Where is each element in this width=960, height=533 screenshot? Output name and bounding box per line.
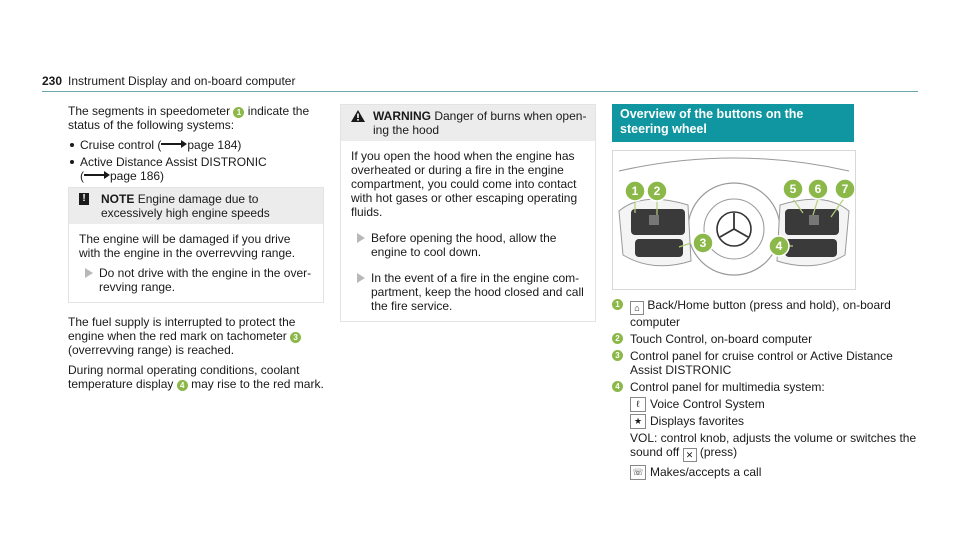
instruction-step: Before opening the hood, allow the engine to cool down. — [351, 231, 585, 259]
star-icon: ★ — [630, 414, 646, 429]
warning-box — [340, 104, 596, 322]
page-link[interactable]: page 184) — [187, 138, 242, 152]
warning-body: If you open the hood when the engine has overheated or during a fire in the engine compartment, you could come into contact with hot gases or other escaping operating fluids. Before opening the hood, allow the engine to cool down. In the event of a fire in the engine com- partment, keep the hood closed and call the fire service. — [351, 149, 584, 313]
legend-subitem-voice: ℓ Voice Control System — [630, 397, 918, 411]
instruction-step: In the event of a fire in the engine com- partment, keep the hood closed and call the fire service. — [351, 271, 585, 313]
instruction-step: Do not drive with the engine in the over- revving range. — [79, 266, 313, 294]
page-number: 230 — [42, 74, 63, 88]
column-middle — [340, 104, 596, 334]
mute-icon: ✕ — [683, 448, 697, 462]
phone-icon: ☏ — [630, 465, 646, 480]
warning-triangle-icon — [351, 110, 365, 122]
warning-heading: WARNING Danger of burns when open- ing the hood — [341, 105, 595, 141]
notice-box — [68, 187, 324, 303]
column-right — [612, 104, 918, 482]
list-item: Active Distance Assist DISTRONIC ( page 186) — [68, 155, 324, 183]
column-left — [68, 104, 324, 397]
legend-list — [612, 298, 918, 479]
exclamation-icon: ! — [79, 193, 89, 205]
legend-item-4: 4 Control panel for multimedia system: — [612, 380, 918, 394]
list-item: Cruise control ( page 184) — [68, 138, 324, 152]
legend-item-3: 3 Control panel for cruise control or Active Distance Assist DISTRONIC — [612, 349, 918, 377]
svg-text:5: 5 — [789, 182, 797, 196]
callout-4: 4 — [177, 380, 188, 391]
voice-icon: ℓ — [630, 397, 646, 412]
page-header — [42, 74, 295, 88]
intro-paragraph: The segments in speedometer 1 indicate the status of the following systems: — [68, 104, 310, 132]
svg-text:2: 2 — [653, 184, 661, 198]
header-rule — [42, 91, 918, 92]
legend-subitem-call: ☏ Makes/accepts a call — [630, 465, 918, 479]
legend-item-2: 2 Touch Control, on-board computer — [612, 332, 918, 346]
page-link[interactable]: page 186) — [110, 169, 165, 183]
legend-item-1: 1 ⌂ Back/Home button (press and hold), on-board computer — [612, 298, 918, 329]
svg-text:4: 4 — [775, 239, 783, 253]
steering-wheel-figure — [612, 150, 856, 290]
legend-subitem-favorites: ★ Displays favorites — [630, 414, 918, 428]
notice-body: The engine will be damaged if you drive with the engine in the overrevving range. Do not drive with the engine in the over- revving range. — [79, 232, 312, 294]
legend-subitem-volume: VOL: control knob, adjusts the volume or switches the sound off ✕ (press) — [630, 431, 917, 460]
callout-1: 1 — [233, 107, 244, 118]
reference-arrow-icon — [84, 171, 110, 179]
home-back-icon: ⌂ — [630, 301, 644, 315]
svg-text:3: 3 — [699, 236, 707, 250]
section-title: Overview of the buttons on the steering wheel — [612, 104, 854, 142]
fuel-paragraph: The fuel supply is interrupted to protect the engine when the red mark on tachometer 3 (overrevving range) is reached. — [68, 315, 324, 357]
chapter-title: Instrument Display and on-board computer — [68, 74, 296, 88]
coolant-paragraph: During normal operating conditions, coolant temperature display 4 may rise to the red mark. — [68, 363, 324, 391]
callout-3: 3 — [290, 332, 301, 343]
svg-text:7: 7 — [841, 182, 849, 196]
reference-arrow-icon — [161, 140, 187, 148]
svg-text:6: 6 — [814, 182, 822, 196]
svg-text:1: 1 — [631, 184, 639, 198]
notice-heading: ! NOTE Engine damage due to excessively high engine speeds — [69, 188, 323, 224]
steering-wheel-illustration — [613, 151, 855, 289]
